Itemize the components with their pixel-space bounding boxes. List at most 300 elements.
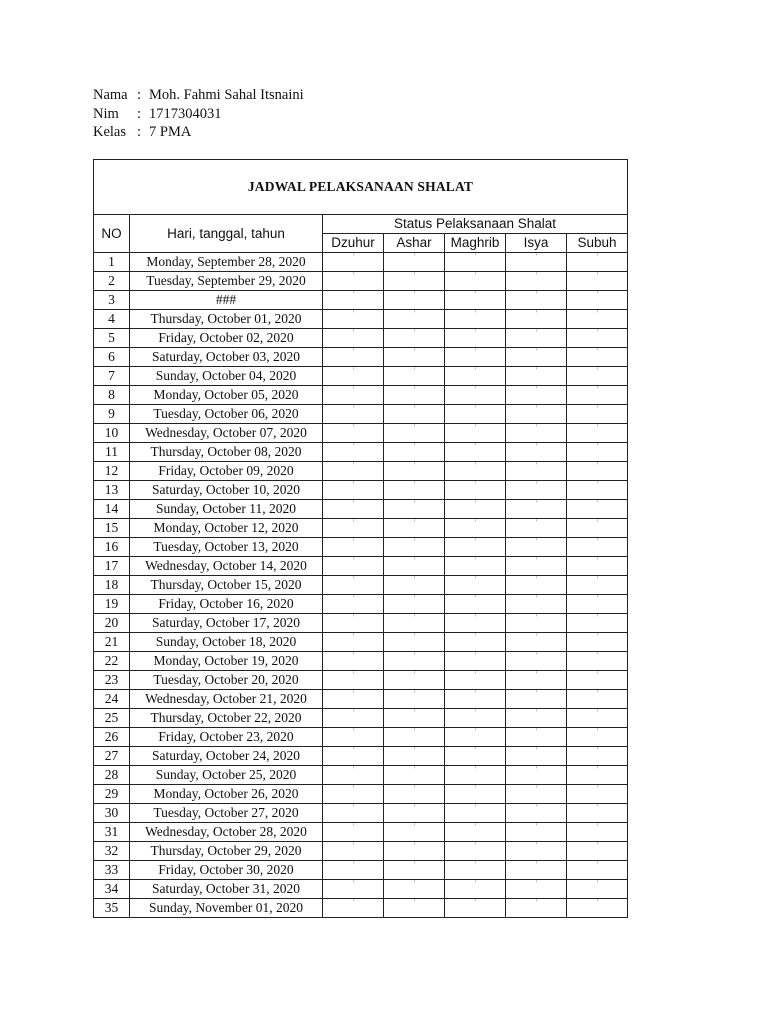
status-cell-dzuhur (323, 500, 384, 519)
table-row (94, 785, 628, 804)
table-row (94, 823, 628, 842)
status-cell-ashar (384, 671, 445, 690)
status-cell-isya (506, 728, 567, 747)
status-cell-isya (506, 671, 567, 690)
row-date: Tuesday, September 29, 2020 (130, 272, 323, 291)
status-cell-subuh (567, 842, 628, 861)
status-cell-isya (506, 272, 567, 291)
status-cell-subuh (567, 766, 628, 785)
row-number: 24 (94, 690, 130, 709)
row-date: Monday, September 28, 2020 (130, 253, 323, 272)
status-cell-maghrib (445, 728, 506, 747)
row-number: 5 (94, 329, 130, 348)
status-cell-subuh (567, 861, 628, 880)
header-prayer-subuh: Subuh (567, 234, 628, 253)
row-number: 14 (94, 500, 130, 519)
row-number: 30 (94, 804, 130, 823)
status-cell-dzuhur (323, 747, 384, 766)
row-date: Tuesday, October 20, 2020 (130, 671, 323, 690)
row-number: 28 (94, 766, 130, 785)
nim-label: Nim (93, 105, 119, 122)
status-cell-isya (506, 861, 567, 880)
status-cell-maghrib (445, 709, 506, 728)
kelas-label: Kelas (93, 124, 127, 140)
row-date: Wednesday, October 07, 2020 (130, 424, 323, 443)
status-cell-subuh (567, 823, 628, 842)
status-cell-dzuhur (323, 443, 384, 462)
table-row (94, 253, 628, 272)
status-cell-maghrib (445, 747, 506, 766)
table-row (94, 690, 628, 709)
status-cell-ashar (384, 424, 445, 443)
status-cell-subuh (567, 899, 628, 918)
row-number: 3 (94, 291, 130, 310)
status-cell-isya (506, 519, 567, 538)
status-cell-maghrib (445, 272, 506, 291)
row-date: Sunday, November 01, 2020 (130, 899, 323, 918)
status-cell-subuh (567, 291, 628, 310)
row-number: 18 (94, 576, 130, 595)
row-date: Saturday, October 10, 2020 (130, 481, 323, 500)
status-cell-isya (506, 253, 567, 272)
table-row (94, 424, 628, 443)
name-value: Moh. Fahmi Sahal Itsnaini (149, 87, 304, 103)
row-date: Wednesday, October 21, 2020 (130, 690, 323, 709)
status-cell-dzuhur (323, 709, 384, 728)
status-cell-maghrib (445, 462, 506, 481)
name-label: Nama (93, 87, 128, 103)
status-cell-maghrib (445, 842, 506, 861)
status-cell-isya (506, 500, 567, 519)
status-cell-maghrib (445, 652, 506, 671)
table-row (94, 804, 628, 823)
header-status: Status Pelaksanaan Shalat (323, 215, 628, 234)
status-cell-dzuhur (323, 519, 384, 538)
status-cell-dzuhur (323, 462, 384, 481)
status-cell-subuh (567, 310, 628, 329)
status-cell-ashar (384, 823, 445, 842)
row-date: Saturday, October 24, 2020 (130, 747, 323, 766)
status-cell-ashar (384, 253, 445, 272)
status-cell-subuh (567, 690, 628, 709)
status-cell-subuh (567, 424, 628, 443)
status-cell-ashar (384, 481, 445, 500)
row-number: 16 (94, 538, 130, 557)
status-cell-subuh (567, 443, 628, 462)
status-cell-ashar (384, 557, 445, 576)
table-row (94, 538, 628, 557)
table-row (94, 481, 628, 500)
table-row (94, 880, 628, 899)
status-cell-subuh (567, 804, 628, 823)
status-cell-dzuhur (323, 861, 384, 880)
row-number: 7 (94, 367, 130, 386)
status-cell-maghrib (445, 500, 506, 519)
status-cell-maghrib (445, 595, 506, 614)
status-cell-maghrib (445, 310, 506, 329)
status-cell-subuh (567, 519, 628, 538)
status-cell-ashar (384, 804, 445, 823)
status-cell-isya (506, 595, 567, 614)
status-cell-subuh (567, 462, 628, 481)
row-date: Tuesday, October 13, 2020 (130, 538, 323, 557)
table-row (94, 310, 628, 329)
status-cell-ashar (384, 272, 445, 291)
status-cell-maghrib (445, 804, 506, 823)
status-cell-subuh (567, 652, 628, 671)
table-row (94, 861, 628, 880)
status-cell-subuh (567, 481, 628, 500)
status-cell-maghrib (445, 766, 506, 785)
status-cell-subuh (567, 709, 628, 728)
status-cell-maghrib (445, 861, 506, 880)
row-date: Friday, October 23, 2020 (130, 728, 323, 747)
status-cell-maghrib (445, 633, 506, 652)
status-cell-isya (506, 785, 567, 804)
status-cell-maghrib (445, 367, 506, 386)
status-cell-dzuhur (323, 291, 384, 310)
row-date: Thursday, October 01, 2020 (130, 310, 323, 329)
status-cell-isya (506, 766, 567, 785)
status-cell-maghrib (445, 899, 506, 918)
status-cell-isya (506, 462, 567, 481)
table-row (94, 272, 628, 291)
status-cell-dzuhur (323, 633, 384, 652)
status-cell-dzuhur (323, 652, 384, 671)
row-number: 17 (94, 557, 130, 576)
table-row (94, 405, 628, 424)
status-cell-isya (506, 557, 567, 576)
row-date: Sunday, October 25, 2020 (130, 766, 323, 785)
status-cell-maghrib (445, 823, 506, 842)
row-number: 23 (94, 671, 130, 690)
row-date: Friday, October 02, 2020 (130, 329, 323, 348)
status-cell-ashar (384, 405, 445, 424)
status-cell-subuh (567, 386, 628, 405)
status-cell-isya (506, 690, 567, 709)
table-row (94, 576, 628, 595)
row-number: 29 (94, 785, 130, 804)
status-cell-isya (506, 348, 567, 367)
status-cell-ashar (384, 348, 445, 367)
status-cell-ashar (384, 500, 445, 519)
header-prayer-isya: Isya (506, 234, 567, 253)
status-cell-isya (506, 652, 567, 671)
nim-separator: : (137, 105, 142, 122)
status-cell-isya (506, 329, 567, 348)
status-cell-subuh (567, 595, 628, 614)
table-row (94, 348, 628, 367)
row-date: Thursday, October 08, 2020 (130, 443, 323, 462)
row-date: Tuesday, October 06, 2020 (130, 405, 323, 424)
status-cell-subuh (567, 614, 628, 633)
status-cell-dzuhur (323, 823, 384, 842)
status-cell-ashar (384, 310, 445, 329)
row-number: 35 (94, 899, 130, 918)
header-date: Hari, tanggal, tahun (130, 215, 323, 253)
status-cell-subuh (567, 557, 628, 576)
table-row (94, 291, 628, 310)
status-cell-isya (506, 880, 567, 899)
status-cell-maghrib (445, 671, 506, 690)
status-cell-dzuhur (323, 576, 384, 595)
status-cell-ashar (384, 576, 445, 595)
row-date: Saturday, October 03, 2020 (130, 348, 323, 367)
table-row (94, 500, 628, 519)
status-cell-dzuhur (323, 671, 384, 690)
table-row (94, 652, 628, 671)
row-number: 25 (94, 709, 130, 728)
row-date: Tuesday, October 27, 2020 (130, 804, 323, 823)
table-row (94, 595, 628, 614)
status-cell-dzuhur (323, 272, 384, 291)
row-number: 2 (94, 272, 130, 291)
status-cell-dzuhur (323, 595, 384, 614)
status-cell-ashar (384, 728, 445, 747)
status-cell-dzuhur (323, 538, 384, 557)
status-cell-subuh (567, 253, 628, 272)
status-cell-ashar (384, 633, 445, 652)
table-row (94, 367, 628, 386)
row-date: Sunday, October 18, 2020 (130, 633, 323, 652)
status-cell-isya (506, 804, 567, 823)
status-cell-maghrib (445, 785, 506, 804)
row-number: 4 (94, 310, 130, 329)
status-cell-ashar (384, 766, 445, 785)
table-row (94, 557, 628, 576)
row-date: Friday, October 09, 2020 (130, 462, 323, 481)
row-number: 10 (94, 424, 130, 443)
row-number: 15 (94, 519, 130, 538)
status-cell-dzuhur (323, 728, 384, 747)
status-cell-ashar (384, 842, 445, 861)
status-cell-subuh (567, 728, 628, 747)
status-cell-maghrib (445, 329, 506, 348)
row-date: Monday, October 19, 2020 (130, 652, 323, 671)
row-date: Friday, October 30, 2020 (130, 861, 323, 880)
status-cell-ashar (384, 538, 445, 557)
status-cell-ashar (384, 367, 445, 386)
table-row (94, 519, 628, 538)
table-row (94, 671, 628, 690)
status-cell-dzuhur (323, 405, 384, 424)
status-cell-dzuhur (323, 348, 384, 367)
status-cell-isya (506, 747, 567, 766)
row-number: 27 (94, 747, 130, 766)
status-cell-dzuhur (323, 329, 384, 348)
status-cell-ashar (384, 899, 445, 918)
row-date: Friday, October 16, 2020 (130, 595, 323, 614)
status-cell-ashar (384, 785, 445, 804)
nim-row (93, 105, 304, 124)
status-cell-dzuhur (323, 310, 384, 329)
table-row (94, 728, 628, 747)
status-cell-subuh (567, 367, 628, 386)
status-cell-ashar (384, 652, 445, 671)
row-number: 34 (94, 880, 130, 899)
header-no: NO (94, 215, 130, 253)
status-cell-subuh (567, 272, 628, 291)
status-cell-dzuhur (323, 481, 384, 500)
row-number: 32 (94, 842, 130, 861)
table-row (94, 709, 628, 728)
status-cell-dzuhur (323, 785, 384, 804)
status-cell-subuh (567, 576, 628, 595)
status-cell-ashar (384, 443, 445, 462)
name-row (93, 86, 304, 105)
status-cell-dzuhur (323, 766, 384, 785)
row-number: 9 (94, 405, 130, 424)
row-date: ### (130, 291, 323, 310)
row-date: Saturday, October 31, 2020 (130, 880, 323, 899)
table-row (94, 329, 628, 348)
row-number: 19 (94, 595, 130, 614)
status-cell-dzuhur (323, 614, 384, 633)
table-row (94, 386, 628, 405)
row-number: 1 (94, 253, 130, 272)
status-cell-maghrib (445, 386, 506, 405)
row-number: 26 (94, 728, 130, 747)
table-row (94, 633, 628, 652)
status-cell-dzuhur (323, 367, 384, 386)
status-cell-subuh (567, 633, 628, 652)
status-cell-subuh (567, 348, 628, 367)
status-cell-maghrib (445, 538, 506, 557)
prayer-schedule-table (93, 159, 628, 918)
status-cell-dzuhur (323, 690, 384, 709)
row-date: Thursday, October 29, 2020 (130, 842, 323, 861)
row-date: Wednesday, October 28, 2020 (130, 823, 323, 842)
row-number: 8 (94, 386, 130, 405)
status-cell-ashar (384, 690, 445, 709)
header-prayer-maghrib: Maghrib (445, 234, 506, 253)
student-info (93, 86, 304, 142)
status-cell-isya (506, 538, 567, 557)
status-cell-isya (506, 386, 567, 405)
row-date: Saturday, October 17, 2020 (130, 614, 323, 633)
status-cell-subuh (567, 671, 628, 690)
status-cell-subuh (567, 329, 628, 348)
status-cell-ashar (384, 880, 445, 899)
status-cell-isya (506, 576, 567, 595)
status-cell-isya (506, 823, 567, 842)
table-row (94, 614, 628, 633)
status-cell-maghrib (445, 443, 506, 462)
status-cell-isya (506, 405, 567, 424)
row-date: Sunday, October 11, 2020 (130, 500, 323, 519)
status-cell-dzuhur (323, 253, 384, 272)
status-cell-ashar (384, 519, 445, 538)
nim-value: 1717304031 (149, 105, 222, 122)
status-cell-ashar (384, 709, 445, 728)
row-date: Sunday, October 04, 2020 (130, 367, 323, 386)
status-cell-isya (506, 291, 567, 310)
table-row (94, 766, 628, 785)
row-number: 33 (94, 861, 130, 880)
row-number: 13 (94, 481, 130, 500)
status-cell-isya (506, 443, 567, 462)
status-cell-ashar (384, 329, 445, 348)
status-cell-isya (506, 367, 567, 386)
table-row (94, 842, 628, 861)
table-row (94, 899, 628, 918)
status-cell-subuh (567, 880, 628, 899)
table-row (94, 443, 628, 462)
status-cell-isya (506, 481, 567, 500)
row-number: 22 (94, 652, 130, 671)
status-cell-maghrib (445, 614, 506, 633)
status-cell-dzuhur (323, 386, 384, 405)
table-title: JADWAL PELAKSANAAN SHALAT (94, 160, 628, 215)
status-cell-dzuhur (323, 880, 384, 899)
status-cell-isya (506, 842, 567, 861)
kelas-row (93, 123, 304, 142)
status-cell-dzuhur (323, 899, 384, 918)
table-row (94, 747, 628, 766)
table-row (94, 462, 628, 481)
row-date: Monday, October 12, 2020 (130, 519, 323, 538)
row-number: 31 (94, 823, 130, 842)
status-cell-maghrib (445, 690, 506, 709)
row-date: Wednesday, October 14, 2020 (130, 557, 323, 576)
row-date: Monday, October 26, 2020 (130, 785, 323, 804)
status-cell-maghrib (445, 253, 506, 272)
status-cell-ashar (384, 861, 445, 880)
status-cell-maghrib (445, 291, 506, 310)
status-cell-ashar (384, 291, 445, 310)
status-cell-maghrib (445, 576, 506, 595)
status-cell-maghrib (445, 880, 506, 899)
status-cell-maghrib (445, 519, 506, 538)
status-cell-isya (506, 899, 567, 918)
status-cell-dzuhur (323, 804, 384, 823)
status-cell-ashar (384, 462, 445, 481)
status-cell-ashar (384, 386, 445, 405)
row-number: 11 (94, 443, 130, 462)
status-cell-isya (506, 310, 567, 329)
status-cell-subuh (567, 538, 628, 557)
row-number: 6 (94, 348, 130, 367)
status-cell-maghrib (445, 424, 506, 443)
status-cell-isya (506, 709, 567, 728)
row-date: Thursday, October 15, 2020 (130, 576, 323, 595)
status-cell-maghrib (445, 348, 506, 367)
kelas-separator: : (137, 124, 142, 140)
status-cell-isya (506, 424, 567, 443)
status-cell-subuh (567, 500, 628, 519)
status-cell-maghrib (445, 481, 506, 500)
status-cell-maghrib (445, 557, 506, 576)
status-cell-isya (506, 614, 567, 633)
status-cell-dzuhur (323, 424, 384, 443)
row-date: Thursday, October 22, 2020 (130, 709, 323, 728)
header-prayer-dzuhur: Dzuhur (323, 234, 384, 253)
name-separator: : (137, 87, 142, 103)
row-number: 12 (94, 462, 130, 481)
status-cell-ashar (384, 595, 445, 614)
row-number: 21 (94, 633, 130, 652)
status-cell-ashar (384, 614, 445, 633)
status-cell-subuh (567, 785, 628, 804)
header-prayer-ashar: Ashar (384, 234, 445, 253)
status-cell-maghrib (445, 405, 506, 424)
row-number: 20 (94, 614, 130, 633)
status-cell-dzuhur (323, 557, 384, 576)
status-cell-subuh (567, 405, 628, 424)
status-cell-dzuhur (323, 842, 384, 861)
status-cell-isya (506, 633, 567, 652)
status-cell-subuh (567, 747, 628, 766)
